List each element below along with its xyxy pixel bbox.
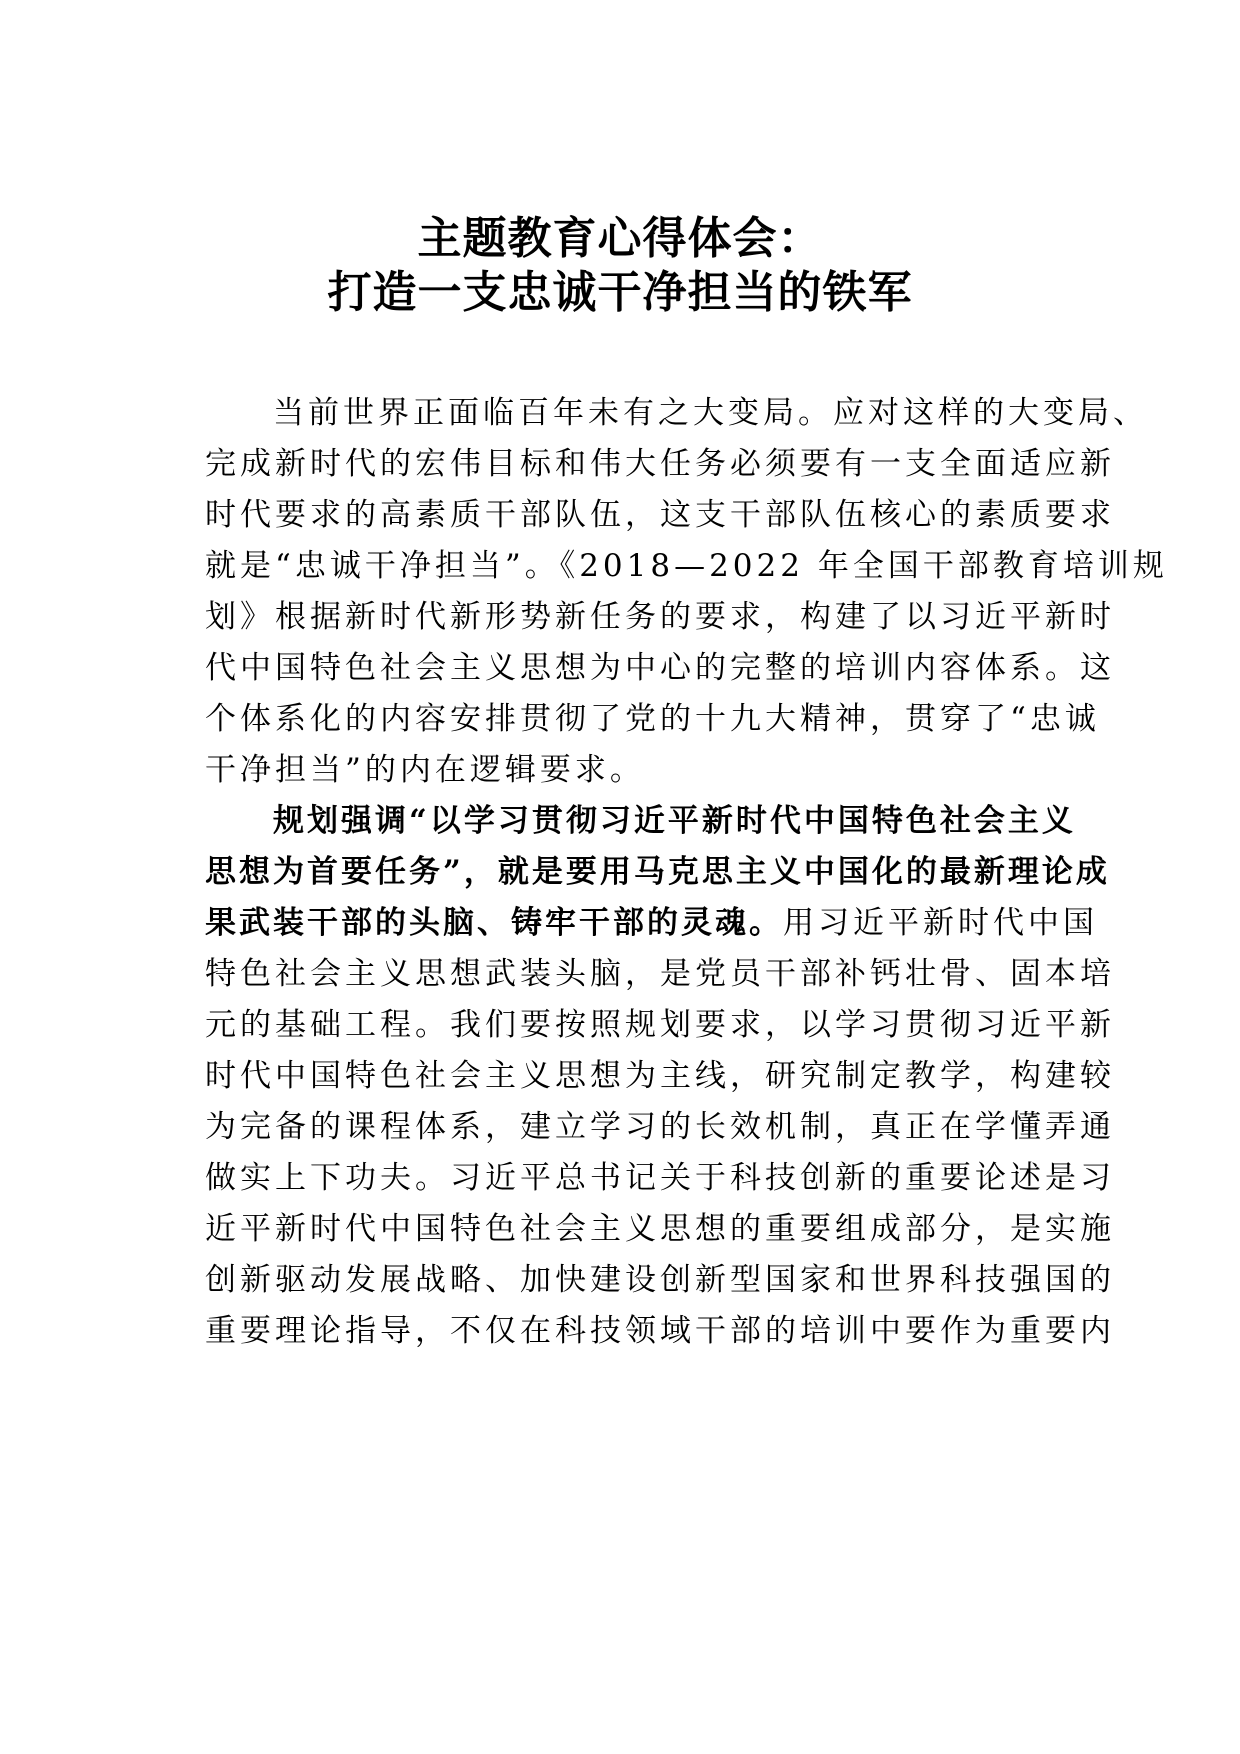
paragraph-line-mixed: [205, 898, 1098, 949]
paragraph-line: 特色社会主义思想武装头脑，是党员干部补钙壮骨、固本培: [205, 956, 1115, 992]
paragraph-line-bold: 规划强调“以学习贯彻习近平新时代中国特色社会主义: [273, 803, 1076, 839]
document-title: [0, 212, 1240, 320]
title-line-1: 主题教育心得体会：: [417, 213, 823, 264]
paragraph-line: 干净担当”的内在逻辑要求。: [205, 752, 645, 788]
paragraph-line: 元的基础工程。我们要按照规划要求，以学习贯彻习近平新: [205, 1007, 1115, 1043]
paragraph-line: 做实上下功夫。习近平总书记关于科技创新的重要论述是习: [205, 1160, 1115, 1196]
paragraph-line: 代中国特色社会主义思想为中心的完整的培训内容体系。这: [205, 650, 1115, 686]
paragraph-2: [205, 796, 1115, 1357]
paragraph-line: 为完备的课程体系，建立学习的长效机制，真正在学懂弄通: [205, 1109, 1115, 1145]
bold-emphasis: 果武装干部的头脑、铸牢干部的灵魂。: [205, 905, 783, 941]
paragraph-line: 当前世界正面临百年未有之大变局。应对这样的大变局、: [273, 395, 1148, 431]
paragraph-line: 近平新时代中国特色社会主义思想的重要组成部分，是实施: [205, 1211, 1115, 1247]
paragraph-line: 重要理论指导，不仅在科技领域干部的培训中要作为重要内: [205, 1313, 1115, 1349]
paragraph-line: 时代中国特色社会主义思想为主线，研究制定教学，构建较: [205, 1058, 1115, 1094]
paragraph-line: 就是“忠诚干净担当”。《2018—2022 年全国干部教育培训规: [205, 548, 1168, 584]
paragraph-1: [205, 388, 1168, 796]
paragraph-line: 创新驱动发展战略、加快建设创新型国家和世界科技强国的: [205, 1262, 1115, 1298]
paragraph-line-bold: 思想为首要任务”，就是要用马克思主义中国化的最新理论成: [205, 854, 1110, 890]
normal-text: 用习近平新时代中国: [783, 905, 1098, 941]
paragraph-line: 个体系化的内容安排贯彻了党的十九大精神，贯穿了“忠诚: [205, 701, 1100, 737]
paragraph-line: 划》根据新时代新形势新任务的要求，构建了以习近平新时: [205, 599, 1115, 635]
paragraph-line: 时代要求的高素质干部队伍，这支干部队伍核心的素质要求: [205, 497, 1115, 533]
title-line-2: 打造一支忠诚干净担当的铁军: [327, 267, 913, 318]
paragraph-line: 完成新时代的宏伟目标和伟大任务必须要有一支全面适应新: [205, 446, 1115, 482]
